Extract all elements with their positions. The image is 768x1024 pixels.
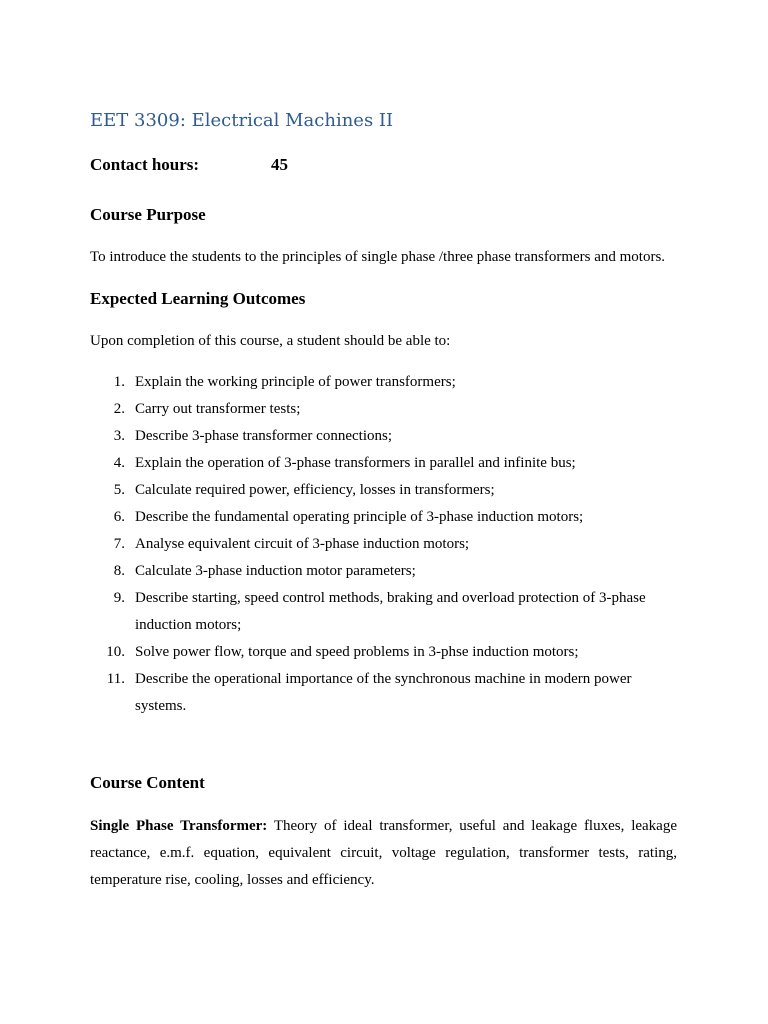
list-item-number: 5.	[113, 482, 125, 498]
list-item-number: 7.	[113, 536, 125, 552]
course-purpose-text: To introduce the students to the principles of single phase /three phase transformers and motors.	[90, 249, 666, 265]
list-item	[90, 477, 677, 504]
list-item-text: Solve power flow, torque and speed problems in 3-phse induction motors;	[135, 644, 579, 660]
list-item-text: Describe the fundamental operating principle of 3-phase induction motors;	[135, 509, 584, 525]
list-item-text: Carry out transformer tests;	[135, 401, 301, 417]
list-item-number: 1.	[113, 374, 125, 390]
list-item-text: Calculate required power, efficiency, losses in transformers;	[135, 482, 495, 498]
course-content-heading: Course Content	[90, 773, 205, 792]
list-item-number: 10.	[106, 644, 125, 660]
list-item	[90, 585, 677, 639]
list-item	[90, 423, 677, 450]
learning-outcomes-heading: Expected Learning Outcomes	[90, 289, 306, 308]
course-purpose-heading: Course Purpose	[90, 205, 206, 224]
list-item-text: Explain the working principle of power transformers;	[135, 374, 456, 390]
single-phase-transformer-paragraph	[90, 813, 677, 894]
list-item-text: Calculate 3-phase induction motor parameters;	[135, 563, 416, 579]
list-item	[90, 531, 677, 558]
contact-hours-label: Contact hours:	[90, 155, 200, 174]
list-item	[90, 639, 677, 666]
contact-hours-value: 45	[271, 155, 288, 174]
learning-outcomes-intro: Upon completion of this course, a student should be able to:	[90, 333, 451, 349]
list-item-number: 4.	[113, 455, 125, 471]
list-item	[90, 504, 677, 531]
learning-outcomes-list	[90, 369, 677, 720]
list-item-number: 11.	[106, 671, 125, 687]
list-item	[90, 396, 677, 423]
list-item-text: Describe 3-phase transformer connections;	[135, 428, 392, 444]
course-title: EET 3309: Electrical Machines II	[90, 110, 394, 131]
list-item-text: Describe the operational importance of the synchronous machine in modern power systems.	[135, 671, 632, 714]
list-item-number: 8.	[113, 563, 125, 579]
list-item-number: 3.	[113, 428, 125, 444]
list-item	[90, 558, 677, 585]
list-item-text: Describe starting, speed control methods, braking and overload protection of 3-phase induction motors;	[135, 590, 646, 633]
list-item	[90, 369, 677, 396]
list-item-number: 9.	[113, 590, 125, 606]
list-item-number: 6.	[113, 509, 125, 525]
list-item-text: Explain the operation of 3-phase transformers in parallel and infinite bus;	[135, 455, 576, 471]
single-phase-transformer-label: Single Phase Transformer:	[90, 818, 268, 834]
list-item	[90, 666, 677, 720]
list-item	[90, 450, 677, 477]
single-phase-transformer-text: Theory of ideal transformer, useful and leakage fluxes, leakage reactance, e.m.f. equation, equivalent circuit, voltage regulation, transformer tests, rating, temperature rise, cooling, losses and efficiency.	[90, 818, 677, 888]
list-item-text: Analyse equivalent circuit of 3-phase induction motors;	[135, 536, 470, 552]
list-item-number: 2.	[113, 401, 125, 417]
